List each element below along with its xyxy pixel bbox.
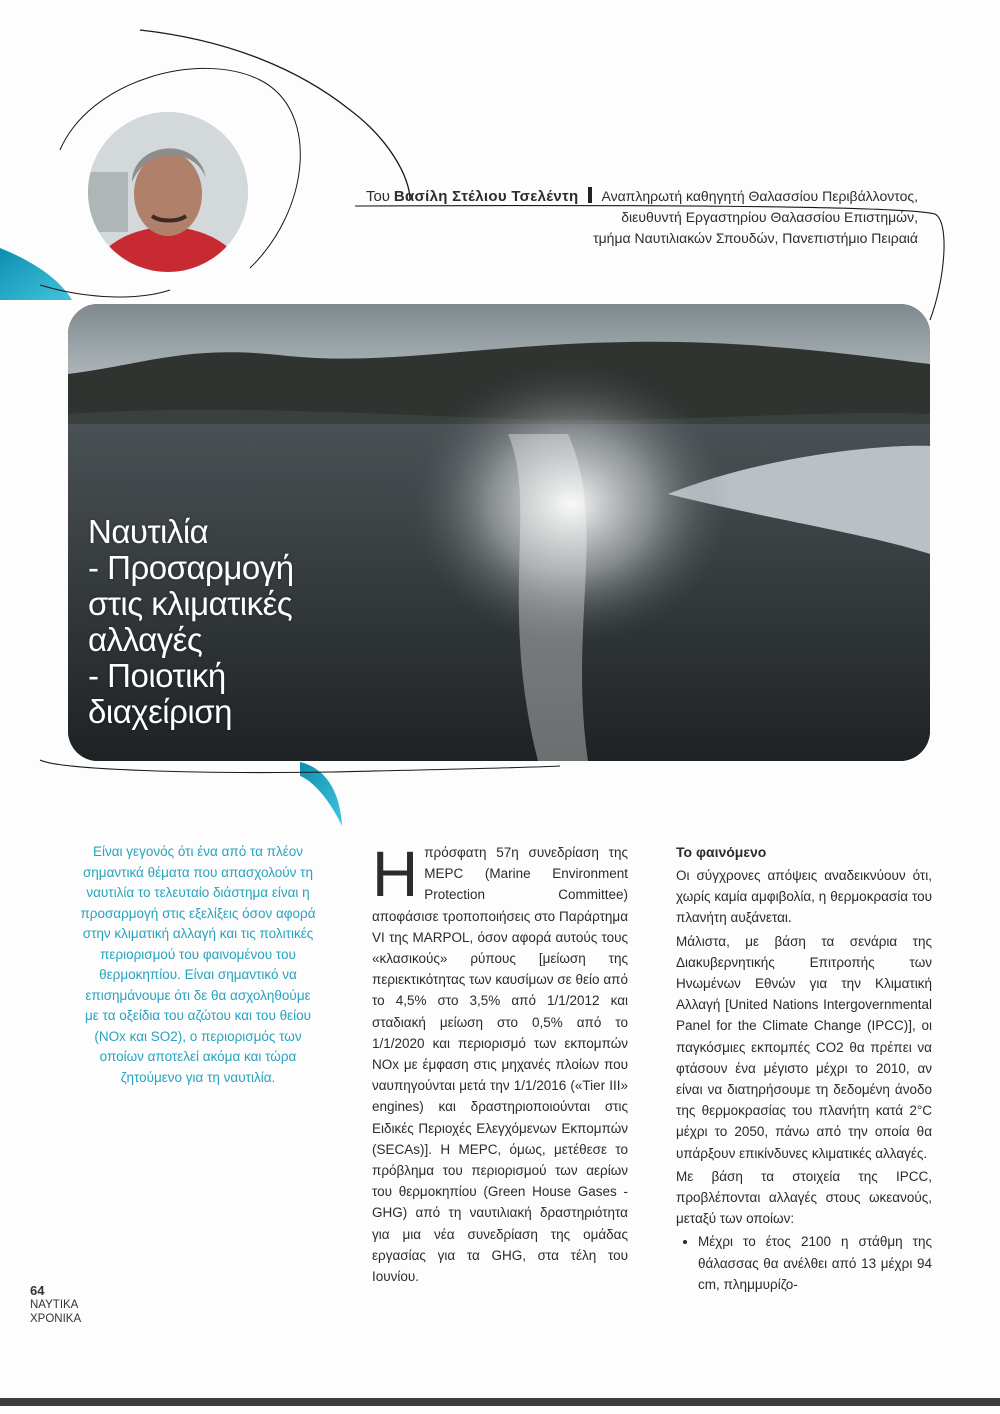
byline-line-1 — [278, 186, 918, 207]
magazine-name-line-1: ΝΑΥΤΙΚΑ — [30, 1299, 79, 1311]
magazine-name-line-2: ΧΡΟΝΙΚΑ — [30, 1313, 82, 1325]
page-number: 64 — [30, 1283, 45, 1298]
arc-bottom — [40, 760, 560, 773]
hero-photo — [68, 304, 930, 761]
bullet-list — [676, 1231, 932, 1295]
teal-bottom-shape — [300, 762, 342, 826]
body-paragraph: Οι σύγχρονες απόψεις αναδεικνύουν ότι, χωρίς καμία αμφιβολία, η θερμοκρασία του πλανήτη αυξάνεται. — [676, 868, 932, 926]
title-line: διαχείριση — [88, 693, 232, 730]
title-line: αλλαγές — [88, 621, 203, 658]
author-affiliation-1: Αναπληρωτή καθηγητή Θαλασσίου Περιβάλλοντος, — [601, 188, 918, 204]
title-line: Ναυτιλία — [88, 513, 209, 550]
arc-small — [40, 285, 170, 297]
section-heading: Το φαινόμενο — [676, 844, 767, 860]
title-line: - Προσαρμογή — [88, 549, 294, 586]
author-affiliation-2: διευθυντή Εργαστηρίου Θαλασσίου Επιστημών, — [621, 209, 918, 225]
byline — [278, 186, 918, 249]
drop-cap: Η — [372, 838, 419, 910]
bottom-rule — [0, 1398, 1000, 1406]
lead-paragraph: Είναι γεγονός ότι ένα από τα πλέον σημαντικά θέματα που απασχολούν τη ναυτιλία το τελευταίο διάστημα είναι η προσαρμογή στις εξελίξεις όσον αφορά στην κλιματική αλλαγή και τις πολιτικές περιορισμού του φαινομένου του θερμοκηπίου. Είναι σημαντικό να επισημάνουμε ότι δε θα ασχοληθούμε με τα οξείδια του αζώτου και του θείου (ΝΟx και SO2), ο περιορισμός των οποίων αποτελεί ακόμα και τώρα ζητούμενο για τη ναυτιλία. — [80, 844, 316, 1085]
author-name: Βασίλη Στέλιου Τσελέντη — [393, 188, 579, 205]
teal-left-shape — [0, 248, 72, 300]
byline-separator — [588, 187, 592, 203]
body-column-1 — [372, 838, 628, 1287]
list-item: • Μέχρι το έτος 2100 η στάθμη της θάλασσας θα ανέλθει από 13 μέχρι 94 cm, πλημμυρίζο- — [698, 1231, 932, 1295]
body-text: πρόσφατη 57η συνεδρίαση της MEPC (Marine Environment Protection Committee) αποφάσισε τροποποιήσεις στο Παράρτημα VI της MARPOL, όσον αφορά αυτούς τους «κλασικούς» ρύπους [μείωση της περιεκτικότητας των καυσίμων σε θείο από το 4,5% στο 3,5% από 1/1/2012 και σταδιακή μείωση στο 0,5% από το 1/1/2020 και περιορισμό των εκπομπών NOx με έμφαση στις μηχανές πλοίων που ναυπηγούνται μετά την 1/1/2016 («Tier III» engines) και δραστηριοποιούνται στις Ειδικές Περιοχές Ελεγχόμενων Εκπομπών (SECAs)]. Η MEPC, όμως, μετέθεσε το πρόβλημα του περιορισμού των αερίων του θερμοκηπίου (Green House Gases - GHG) από τη ναυτιλιακή δραστηριότητα για μια νέα συνεδρίαση της ομάδας εργασίας για τα GHG, στα τέλη του Ιουνίου. — [372, 845, 628, 1285]
body-paragraph: Μάλιστα, με βάση τα σενάρια της Διακυβερνητικής Επιτροπής των Ηνωμένων Εθνών για την Κλιματική Αλλαγή [United Nations Intergovernmental Panel for the Climate Change (IPCC)], οι παγκόσμιες εκπομπές CO2 θα πρέπει να φτάσουν ένα μέγιστο μέχρι το 2010, αν είναι να διατηρήσουμε τη δεδομένη άνοδο της θερμοκρασίας του πλανήτη κατά 2°C μέχρι το 2050, πάνω από την οποία θα υπάρξουν επικίνδυνες κλιματικές αλλαγές. — [676, 933, 932, 1161]
title-line: - Ποιοτική — [88, 657, 226, 694]
author-prefix: Του — [365, 188, 390, 205]
article-title — [88, 514, 418, 730]
author-photo — [88, 112, 248, 272]
title-line: στις κλιματικές — [88, 585, 293, 622]
body-column-2 — [676, 842, 932, 1295]
body-paragraph: Με βάση τα στοιχεία της IPCC, προβλέπονται αλλαγές στους ωκεανούς, μεταξύ των οποίων: — [676, 1168, 932, 1227]
page-footer — [30, 1284, 81, 1326]
author-affiliation-3: τμήμα Ναυτιλιακών Σπουδών, Πανεπιστήμιο Πειραιά — [593, 230, 918, 246]
